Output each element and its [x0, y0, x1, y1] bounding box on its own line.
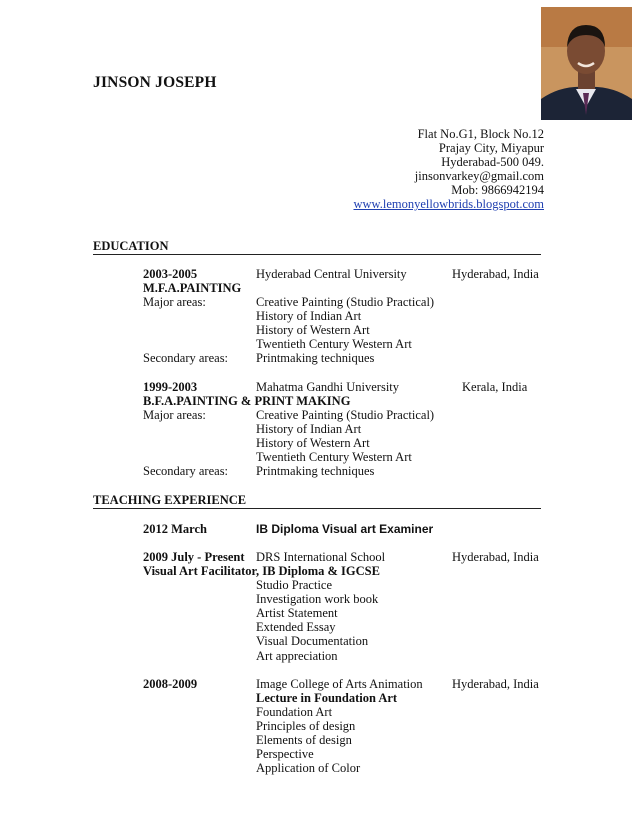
teaching-date: 2012 March	[143, 522, 207, 536]
section-heading-education: EDUCATION	[93, 239, 541, 255]
education-institution: Hyderabad Central University	[256, 267, 407, 281]
education-degree: M.F.A.PAINTING	[143, 281, 242, 295]
teaching-institution: Image College of Arts Animation	[256, 677, 423, 691]
teaching-item: Perspective	[256, 747, 314, 761]
education-location: Kerala, India	[462, 380, 528, 394]
education-degree: B.F.A.PAINTING & PRINT MAKING	[143, 394, 351, 408]
education-years: 1999-2003	[143, 380, 198, 394]
teaching-item: Art appreciation	[256, 649, 338, 663]
major-label: Major areas:	[143, 408, 206, 422]
major-item: History of Indian Art	[256, 309, 362, 323]
education-location: Hyderabad, India	[452, 267, 539, 281]
address-line: Hyderabad-500 049.	[441, 155, 544, 169]
major-item: History of Indian Art	[256, 422, 362, 436]
address-line: Prajay City, Miyapur	[438, 141, 544, 155]
teaching-item: Extended Essay	[256, 620, 336, 634]
teaching-location: Hyderabad, India	[452, 677, 539, 691]
teaching-item: Application of Color	[256, 761, 361, 775]
profile-photo	[541, 7, 632, 120]
major-item: History of Western Art	[256, 323, 370, 337]
major-item: Twentieth Century Western Art	[256, 450, 412, 464]
teaching-item: Visual Documentation	[256, 634, 369, 648]
address-line: Flat No.G1, Block No.12	[417, 127, 544, 141]
phone: Mob: 9866942194	[451, 183, 544, 197]
candidate-name: JINSON JOSEPH	[93, 74, 217, 91]
teaching-title: Lecture in Foundation Art	[256, 691, 398, 705]
teaching-item: Artist Statement	[256, 606, 338, 620]
teaching-institution: DRS International School	[256, 550, 386, 564]
email: jinsonvarkey@gmail.com	[414, 169, 544, 183]
teaching-date: 2008-2009	[143, 677, 198, 691]
teaching-title: Visual Art Facilitator, IB Diploma & IGCSE	[143, 564, 380, 578]
education-institution: Mahatma Gandhi University	[256, 380, 400, 394]
secondary-label: Secondary areas:	[143, 464, 229, 478]
section-heading-teaching: TEACHING EXPERIENCE	[93, 493, 541, 509]
teaching-item: Foundation Art	[256, 705, 333, 719]
secondary-label: Secondary areas:	[143, 351, 229, 365]
education-years: 2003-2005	[143, 267, 198, 281]
major-item: Twentieth Century Western Art	[256, 337, 412, 351]
teaching-item: Investigation work book	[256, 592, 379, 606]
teaching-role: IB Diploma Visual art Examiner	[256, 522, 434, 536]
major-item: Creative Painting (Studio Practical)	[256, 295, 435, 309]
website-link[interactable]: www.lemonyellowbrids.blogspot.com	[353, 197, 544, 211]
major-label: Major areas:	[143, 295, 206, 309]
teaching-item: Elements of design	[256, 733, 352, 747]
secondary-item: Printmaking techniques	[256, 351, 375, 365]
secondary-item: Printmaking techniques	[256, 464, 375, 478]
teaching-location: Hyderabad, India	[452, 550, 539, 564]
major-item: Creative Painting (Studio Practical)	[256, 408, 435, 422]
major-item: History of Western Art	[256, 436, 370, 450]
teaching-date: 2009 July - Present	[143, 550, 245, 564]
teaching-item: Principles of design	[256, 719, 356, 733]
teaching-item: Studio Practice	[256, 578, 333, 592]
